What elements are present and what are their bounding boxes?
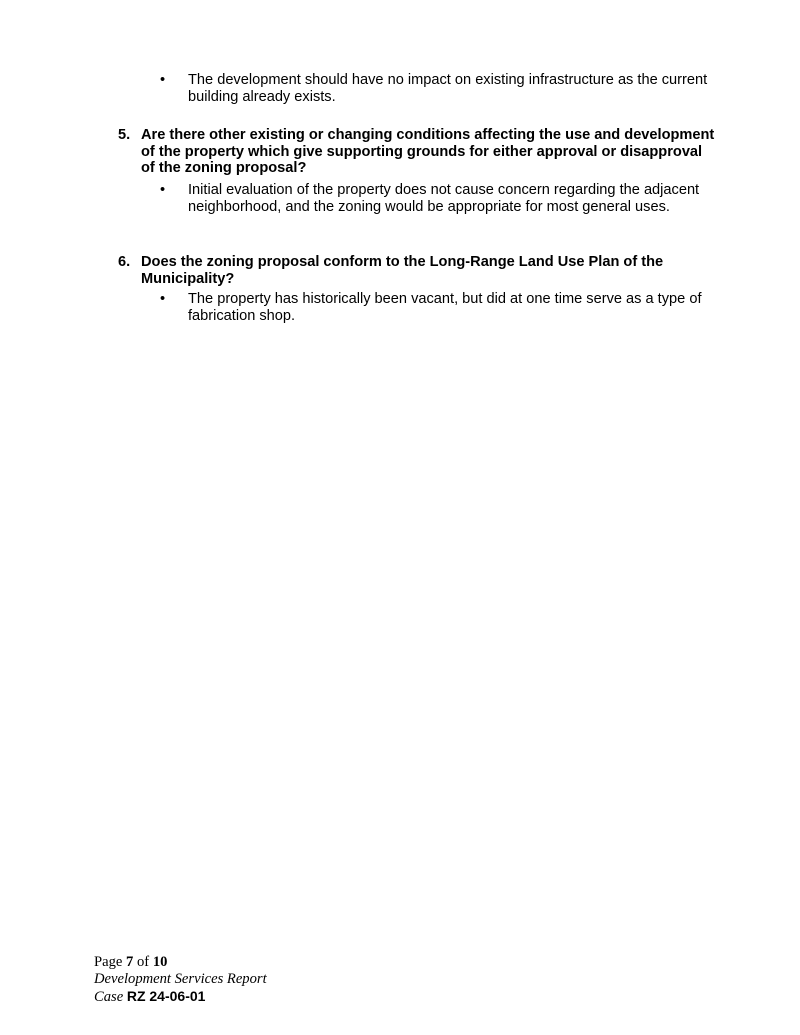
question-5: [118, 127, 718, 177]
bullet-text: The property has historically been vacant, but did at one time serve as a type of fabrication shop.: [188, 291, 702, 324]
case-line: [94, 988, 267, 1006]
page-number-line: [94, 954, 267, 971]
page-footer: [94, 954, 267, 1006]
question-text: Does the zoning proposal conform to the Long-Range Land Use Plan of the Municipality?: [141, 254, 664, 287]
question-number: 6.: [118, 254, 131, 270]
bullet-icon: •: [160, 291, 166, 307]
bullet-text: Initial evaluation of the property does not cause concern regarding the adjacent neighborhood, and the zoning would be appropriate for most general uses.: [188, 182, 700, 215]
bullet-icon: •: [160, 72, 166, 88]
case-word: Case: [94, 989, 124, 1005]
page-current: 7: [126, 954, 134, 970]
bullet-icon: •: [160, 182, 166, 198]
list-item: [160, 72, 720, 105]
list-item: [160, 182, 720, 215]
case-id: RZ 24-06-01: [126, 988, 206, 1004]
page-word: Page: [94, 954, 123, 970]
page-of: of: [136, 954, 150, 970]
bullet-text: The development should have no impact on existing infrastructure as the current building already exists.: [188, 72, 708, 105]
question-number: 5.: [118, 127, 131, 143]
question-6: [118, 254, 718, 287]
question-text: Are there other existing or changing conditions affecting the use and development of the property which give supporting grounds for either approval or disapproval of the zoning proposal?: [141, 127, 715, 176]
list-item: [160, 291, 720, 324]
page-total: 10: [152, 954, 168, 970]
report-name: Development Services Report: [94, 971, 267, 987]
